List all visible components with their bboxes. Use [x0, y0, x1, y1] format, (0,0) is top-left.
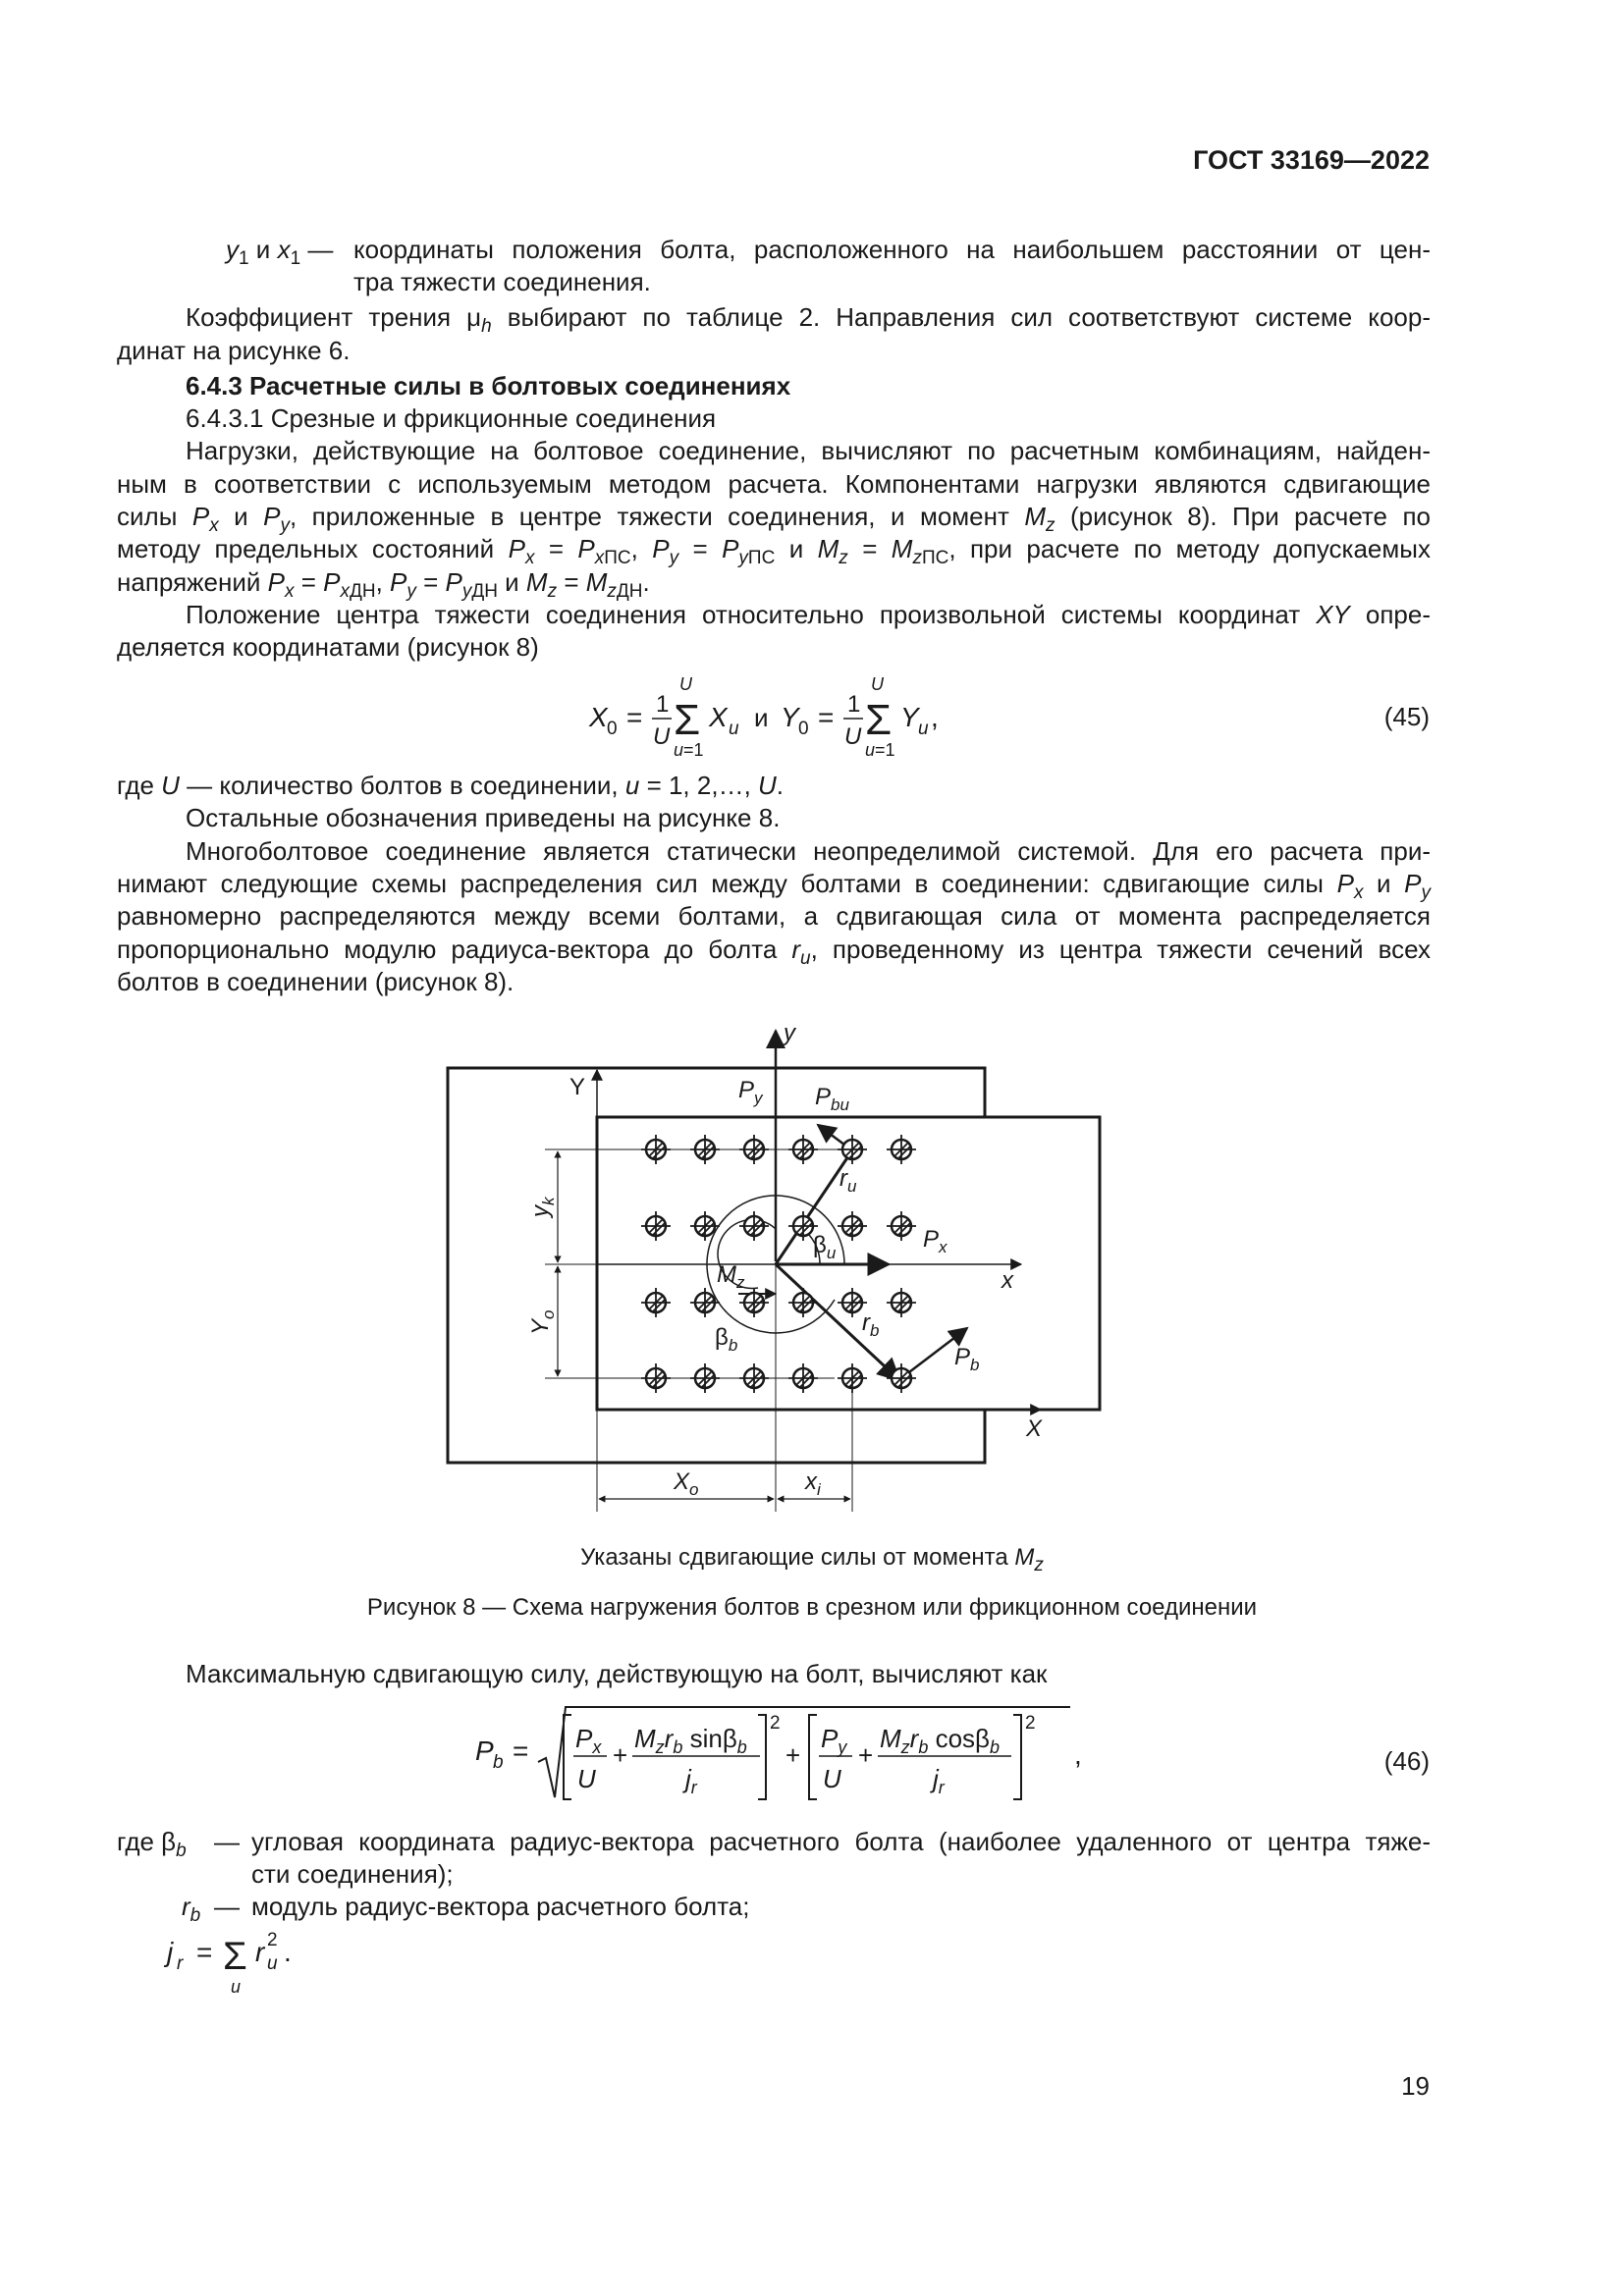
- p3-line1: Нагрузки, действующие на болтовое соединение, вычисляют по расчетным комбинациям, найден-: [186, 436, 1431, 465]
- where-dash-2: —: [214, 1892, 240, 1921]
- svg-text:jr: $j_r$: [933, 1764, 945, 1797]
- label-Py: $P_y$: [738, 1077, 763, 1107]
- subsection-title: 6.4.3.1 Срезные и фрикционные соединения: [186, 403, 717, 433]
- svg-text:=: =: [196, 1937, 213, 1967]
- svg-text:Px: $P_x$: [575, 1724, 602, 1757]
- label-rb: $r_b$: [862, 1309, 880, 1340]
- label-X-big: X: [1026, 1415, 1043, 1442]
- svg-text:+: +: [613, 1740, 628, 1770]
- p6-line2: нимают следующие схемы распределения сил между болтами в соединении: сдвигающие силы $P_x$ и $P_y$: [117, 869, 1431, 903]
- label-xi: $x_i$: [805, 1468, 821, 1499]
- svg-text:r: r: [255, 1937, 265, 1967]
- term-y1-x1: $y_1$ и $x_1$ —: [226, 235, 334, 269]
- where-item2-line: модуль радиус-вектора расчетного болта;: [251, 1892, 750, 1921]
- svg-text:2: 2: [1025, 1713, 1036, 1734]
- svg-text:+: +: [785, 1740, 801, 1770]
- label-Xo: $X_o$: [674, 1468, 699, 1499]
- svg-text:U: U: [844, 723, 862, 750]
- p3-line4: методу предельных состояний $P_x = P_{xПС}$, $P_y = P_{yПС}$ и $M_z = M_{zПС}$, при расчете по методу допускаемых: [117, 534, 1431, 568]
- svg-text:2: 2: [770, 1713, 781, 1734]
- svg-text:U: U: [871, 674, 884, 694]
- p2-line1: Коэффициент трения $\mu_h$ выбирают по таблице 2. Направления сил соответствуют системе коор-: [186, 302, 1431, 337]
- where-rb-term: $r_b$: [182, 1892, 201, 1926]
- label-Px: $P_x$: [923, 1226, 947, 1256]
- equation-45-number: (45): [1383, 702, 1430, 731]
- p2-line2: динат на рисунке 6.: [117, 336, 351, 365]
- where-jr-formula: [162, 1922, 309, 2001]
- p6-line5: болтов в соединении (рисунок 8).: [117, 967, 514, 996]
- where-dash-1: —: [214, 1827, 240, 1856]
- svg-text:и: и: [754, 703, 769, 732]
- svg-text:P: P: [475, 1735, 494, 1766]
- figure-note: Указаны сдвигающие силы от момента $M_z$: [580, 1544, 1044, 1575]
- p4-line2: деляется координатами (рисунок 8): [117, 632, 539, 662]
- p4-line1: Положение центра тяжести соединения относительно произвольной системы координат XY опре-: [186, 600, 1431, 629]
- svg-text:U: U: [679, 674, 692, 694]
- svg-text:X: X: [709, 702, 728, 732]
- svg-text:u: u: [231, 1977, 242, 1997]
- svg-text:Mzrb sinβb: $M_zr_b$ sinβ$_b$: [634, 1724, 747, 1757]
- label-y-small: y: [784, 1020, 795, 1046]
- label-Y-big: Y: [569, 1074, 586, 1100]
- svg-text:j: j: [167, 1937, 174, 1967]
- svg-text:=: =: [513, 1735, 529, 1766]
- equation-45: [579, 667, 992, 766]
- svg-text:U: U: [577, 1764, 596, 1793]
- svg-text:u: u: [267, 1953, 278, 1974]
- p6-line4: пропорционально модулю радиуса-вектора до болта $r_u$, проведенному из центра тяжести сечений всех: [117, 934, 1432, 969]
- p5-line1: где U — количество болтов в соединении, u = 1, 2,…, U.: [117, 771, 785, 800]
- p5-line2: Остальные обозначения приведены на рисунке 8.: [186, 803, 781, 832]
- equation-46: [461, 1693, 1110, 1811]
- label-Pbu: $P_{bu}$: [815, 1084, 849, 1114]
- svg-text:X: X: [589, 702, 608, 732]
- svg-text:Σ: Σ: [223, 1935, 247, 1978]
- svg-text:0: 0: [798, 719, 809, 739]
- svg-text:u=1: u=1: [865, 740, 895, 760]
- label-x-small: x: [1001, 1267, 1013, 1294]
- svg-text:2: 2: [267, 1930, 278, 1950]
- p1-line2: тра тяжести соединения.: [353, 267, 651, 296]
- svg-text:Σ: Σ: [865, 696, 893, 744]
- svg-text:,: ,: [931, 702, 939, 732]
- label-beta-b: $\beta_b$: [715, 1324, 738, 1355]
- svg-text:U: U: [823, 1764, 841, 1793]
- svg-text:jr: $j_r$: [685, 1764, 697, 1797]
- svg-text:Mzrb cosβb: $M_zr_b$ cosβ$_b$: [880, 1724, 1001, 1757]
- label-beta-u: $\beta_u$: [813, 1232, 837, 1262]
- p6-line1: Многоболтовое соединение является статически неопределимой системой. Для его расчета при-: [186, 836, 1431, 866]
- label-ru: $r_u$: [839, 1165, 857, 1196]
- svg-text:Py: $P_y$: [821, 1724, 847, 1757]
- figure-8-bolt-diagram: [432, 1016, 1139, 1536]
- p3-line2: ным в соответствии с используемым методом расчета. Компонентами нагрузки являются сдвигающие: [117, 469, 1431, 499]
- where-beta-b-term: где $\beta_b$: [117, 1827, 187, 1861]
- svg-text:+: +: [858, 1740, 874, 1770]
- svg-text:,: ,: [1074, 1739, 1082, 1770]
- svg-text:r: r: [177, 1953, 184, 1974]
- section-title: 6.4.3 Расчетные силы в болтовых соединениях: [186, 371, 791, 400]
- p3-line3: силы $P_x$ и $P_y$, приложенные в центре тяжести соединения, и момент $M_z$ (рисунок 8). При расчете по: [117, 502, 1431, 536]
- label-Pb: $P_b$: [954, 1344, 980, 1374]
- svg-text:u: u: [729, 719, 739, 739]
- p7: Максимальную сдвигающую силу, действующую на болт, вычисляют как: [186, 1659, 1048, 1688]
- svg-text:Y: Y: [900, 702, 919, 732]
- page-number: 19: [1401, 2071, 1430, 2101]
- svg-text:=: =: [818, 702, 835, 732]
- document-header: ГОСТ 33169—2022: [1193, 145, 1430, 175]
- svg-text:1: 1: [847, 691, 861, 718]
- svg-text:b: b: [493, 1752, 504, 1773]
- where-item1-line1: угловая координата радиус-вектора расчетного болта (наиболее удаленного от центра тяже-: [251, 1827, 1431, 1856]
- figure-caption: Рисунок 8 — Схема нагружения болтов в срезном или фрикционном соединении: [366, 1594, 1258, 1621]
- svg-text:u: u: [918, 719, 929, 739]
- svg-text:U: U: [653, 723, 671, 750]
- equation-46-number: (46): [1383, 1746, 1430, 1776]
- svg-text:.: .: [284, 1937, 292, 1967]
- where-item1-line2: сти соединения);: [251, 1859, 454, 1889]
- svg-text:=: =: [626, 702, 643, 732]
- label-yk: $y_k$: [527, 1197, 558, 1217]
- label-Yo: $Y_o$: [527, 1309, 558, 1335]
- p6-line3: равномерно распределяются между всеми болтами, а сдвигающая сила от момента распределяется: [117, 901, 1431, 931]
- label-Mz: $M_z$: [717, 1261, 745, 1292]
- svg-text:u=1: u=1: [674, 740, 704, 760]
- svg-text:Y: Y: [781, 702, 799, 732]
- p3-line5: напряжений $P_x = P_{xДН}$, $P_y = P_{yДН}$ и $M_z = M_{zДН}$.: [117, 567, 650, 602]
- svg-text:0: 0: [607, 719, 618, 739]
- p1-line1: координаты положения болта, расположенного на наибольшем расстоянии от цен-: [353, 235, 1431, 264]
- svg-text:1: 1: [656, 691, 670, 718]
- svg-text:Σ: Σ: [674, 696, 701, 744]
